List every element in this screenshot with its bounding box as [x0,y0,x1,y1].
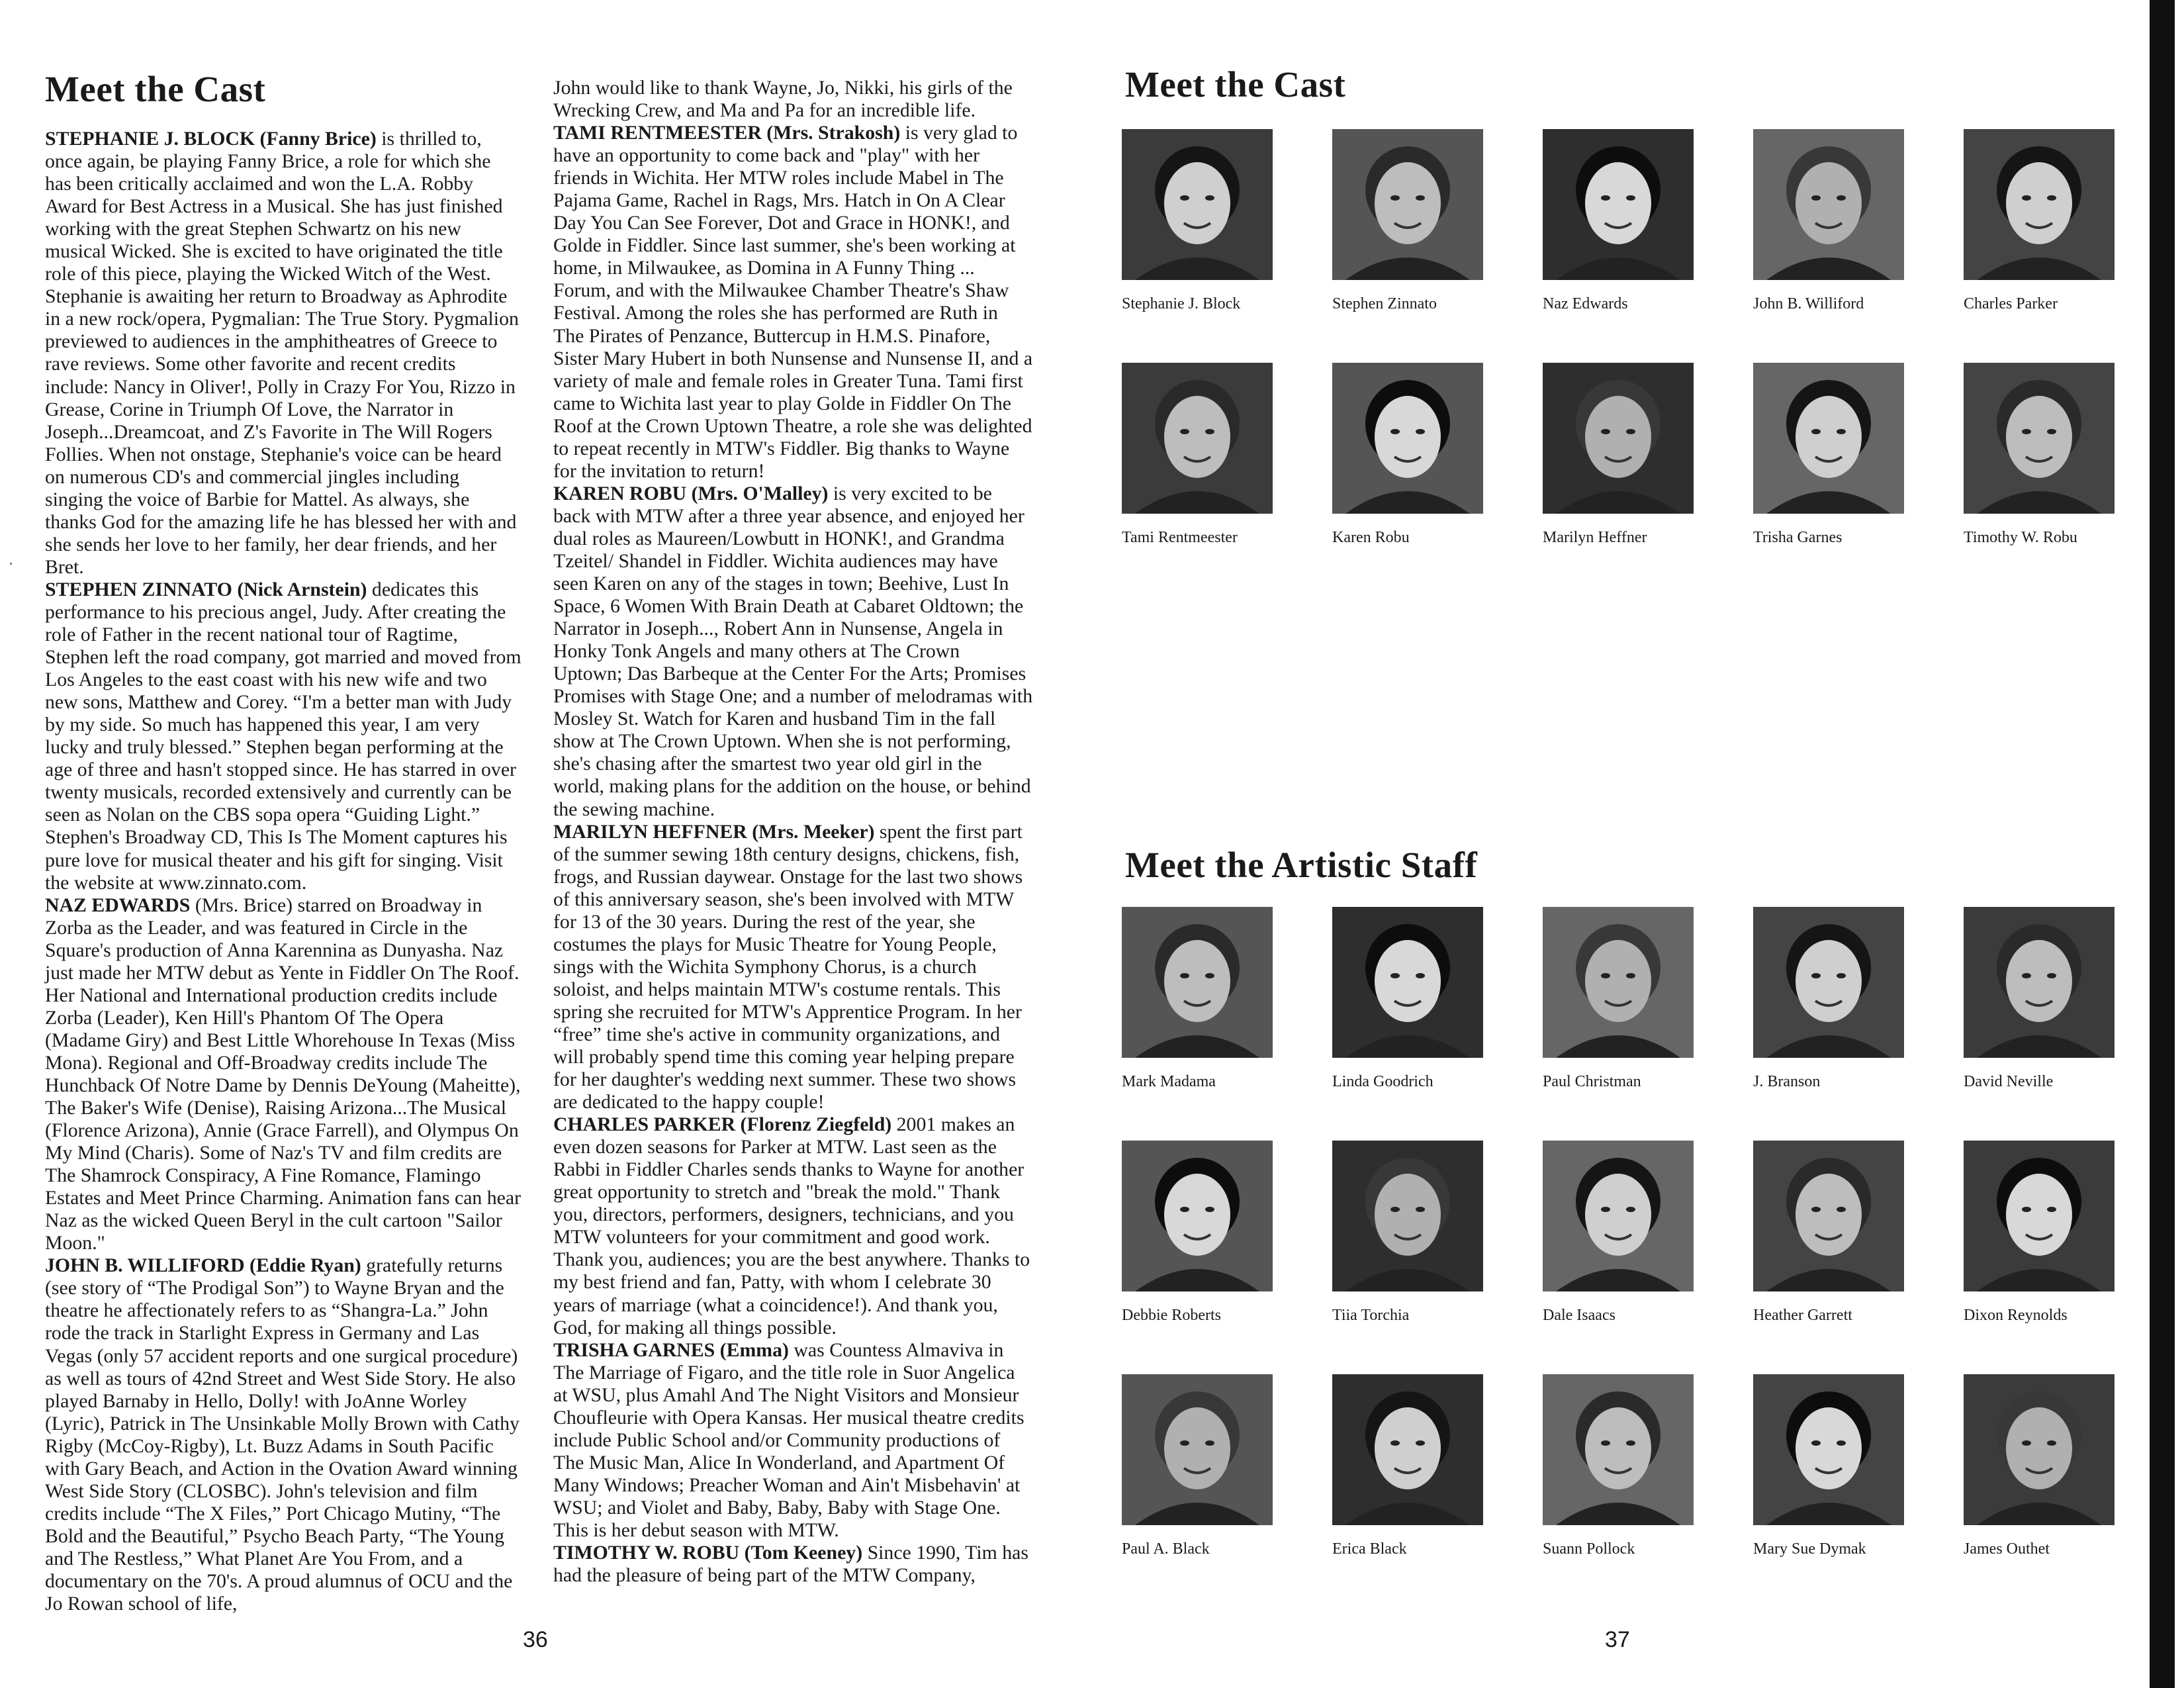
portrait-photo [1543,1141,1694,1291]
portrait-card [1122,363,1286,547]
bio-column-2 [553,77,1033,1587]
portrait-card [1543,363,1707,547]
portrait-caption: Erica Black [1332,1540,1407,1558]
bio-text: 2001 makes an even dozen seasons for Parker at MTW. Last seen as the Rabbi in Fiddler Charles sends thanks to Wayne for another great opportunity to stretch and "break the mold." Thank you, directors, performers, designers, technicians, and you MTW volunteers for your commitment and good work. Thank you, audiences; you are the best anywhere. Thanks to my best friend and fan, Patty, with whom I celebrate 30 years of marriage (what a coincidence!). And thank you, God, for making all things possible. [553,1113,1030,1338]
bio-list [45,128,522,1615]
portrait-photo [1332,1141,1483,1291]
bio-name: TRISHA GARNES (Emma) [553,1338,789,1361]
portrait-card [1122,1374,1286,1558]
portrait-caption: David Neville [1964,1073,2054,1090]
bio-list [553,77,1033,1587]
portrait-card [1753,1374,1917,1558]
portrait-photo [1753,129,1904,280]
portrait-photo [1122,129,1273,280]
portrait-caption: Paul A. Black [1122,1540,1210,1558]
bio-paragraph [553,1542,1033,1587]
portrait-photo [1964,1141,2115,1291]
portrait-photo [1753,907,1904,1058]
portrait-caption: Dale Isaacs [1543,1307,1615,1324]
portrait-photo [1122,1141,1273,1291]
portrait-card [1964,1374,2128,1558]
bio-text: gratefully returns (see story of “The Prodigal Son”) to Wayne Bryan and the theatre he affectionately refers to as “Shangra-La.” John rode the track in Starlight Express in Germany and Las Vegas (only 57 accident reports and one surgical procedure) as well as tours of 42nd Street and West Side Story. He also played Barnaby in Hello, Dolly! with JoAnne Worley (Lyric), Patrick in The Unsinkable Molly Brown with Cathy Rigby (McCoy-Rigby), Lt. Buzz Adams in South Pacific with Gary Beach, and Action in the Ovation Award winning West Side Story (CLOSBC). John's television and film credits include “The X Files,” Port Chicago Mutiny, “The Bold and the Beautiful,” Psycho Beach Party, “The Young and The Restless,” What Planet Are You From, and a documentary on the 70's. A proud alumnus of OCU and the Jo Rowan school of life, [45,1254,520,1615]
portrait-card [1753,129,1917,313]
portrait-caption: Mark Madama [1122,1073,1216,1090]
bio-paragraph [45,128,522,579]
portrait-caption: Stephen Zinnato [1332,295,1437,312]
staff-section-title: Meet the Artistic Staff [1125,845,1478,885]
portrait-photo [1964,907,2115,1058]
bio-name: STEPHANIE J. BLOCK (Fanny Brice) [45,128,377,150]
bio-name: CHARLES PARKER (Florenz Ziegfeld) [553,1113,892,1136]
portrait-photo [1753,363,1904,514]
bio-text: is thrilled to, once again, be playing Fanny Brice, a role for which she has been critically acclaimed and won the L.A. Robby Award for Best Actress in a Musical. She has just finished working with the great Stephen Schwartz on his new musical Wicked. She is excited to have originated the title role of this piece, playing the Wicked Witch of the West. Stephanie is awaiting her return to Broadway as Aphrodite in a new rock/opera, Pygmalian: The True Story. Pygmalion previewed to audiences in the amphitheatres of Greece to rave reviews. Some other favorite and recent credits include: Nancy in Oliver!, Polly in Crazy For You, Rizzo in Grease, Corine in Triumph Of Love, the Narrator in Joseph...Dreamcoat, and Z's Favorite in The Will Rogers Follies. When not onstage, Stephanie's voice can be heard on numerous CD's and commercial jingles including singing the voice of Barbie for Mattel. As always, she thanks God for the amazing life he has blessed her with and she sends her love to her family, her dear friends, and her Bret. [45,128,519,578]
left-page [0,0,1085,1688]
bio-text: is very glad to have an opportunity to come back and "play" with her friends in Wichita. Her MTW roles include Mabel in The Pajama Game, Rachel in Rags, Mrs. Hatch in On A Clear Day You Can See Forever, Dot and Grace in HONK!, and Golde in Fiddler. Since last summer, she's been working at home, in Milwaukee, as Domina in A Funny Thing ... Forum, and with the Milwaukee Chamber Theatre's Shaw Festival. Among the roles she has performed are Ruth in The Pirates of Penzance, Buttercup in H.M.S. Pinafore, Sister Mary Hubert in both Nunsense and Nunsense II, and a variety of male and female roles in Greater Tuna. Tami first came to Wichita last year to play Golde in Fiddler On The Roof at the Crown Uptown Theatre, a role she was delighted to repeat recently in MTW's Fiddler. Big thanks to Wayne for the invitation to return! [553,122,1033,482]
portrait-photo [1332,907,1483,1058]
bio-paragraph [553,122,1033,483]
bio-paragraph [553,1339,1033,1542]
portrait-photo [1122,907,1273,1058]
portrait-card [1753,1141,1917,1325]
bio-paragraph [45,579,522,894]
bio-text: is very excited to be back with MTW after a three year absence, and enjoyed her dual roles as Maureen/Lowbutt in HONK!, and Grandma Tzeitel/ Shandel in Fiddler. Wichita audiences may have seen Karen on any of the stages in town; Beehive, Lust In Space, 6 Women With Brain Death at Cabaret Oldtown; the Narrator in Joseph..., Robert Ann in Nunsense, Angela in Honky Tonk Angels and many others at The Crown Uptown; Das Barbeque at the Center For the Arts; Promises Promises with Stage One; and a number of melodramas with Mosley St. Watch for Karen and husband Tim in the fall show at The Crown Uptown. When she is not performing, she's chasing after the smartest two year old girl in the world, making plans for the addition on the house, or behind the sewing machine. [553,482,1033,820]
bio-text: was Countess Almaviva in The Marriage of Figaro, and the title role in Suor Angelica at WSU, plus Amahl And The Night Visitors and Monsieur Choufleurie with Opera Kansas. Her musical theatre credits include Public School and/or Community productions of The Music Man, Alice In Wonderland, and Apartment Of Many Windows; Preacher Woman and Ain't Misbehavin' at WSU; and Violet and Baby, Baby, Baby with Stage One. This is her debut season with MTW. [553,1338,1024,1541]
portrait-photo [1543,363,1694,514]
bio-name: KAREN ROBU (Mrs. O'Malley) [553,482,829,504]
portrait-card [1543,1141,1707,1325]
portrait-caption: J. Branson [1753,1073,1821,1090]
bio-text: spent the first part of the summer sewing 18th century designs, chickens, fish, frogs, and Russian daywear. Onstage for the last two shows of this anniversary season, she's been involved with MTW for 13 of the 30 years. During the rest of the year, she costumes the plays for Music Theatre for Young People, sings with the Wichita Symphony Chorus, is a church soloist, and helps maintain MTW's costume rentals. This spring she recruited for MTW's Apprentice Program. In her “free” time she's active in community organizations, and will probably spend time this coming year helping prepare for her daughter's wedding next summer. These two shows are dedicated to the happy couple! [553,820,1023,1113]
bio-paragraph [45,894,522,1255]
portrait-photo [1122,1374,1273,1525]
bio-text: Since 1990, Tim has had the pleasure of being part of the MTW Company, [553,1542,1028,1587]
bio-name: JOHN B. WILLIFORD (Eddie Ryan) [45,1254,361,1277]
portrait-caption: Debbie Roberts [1122,1307,1221,1324]
portrait-photo [1543,129,1694,280]
bio-paragraph [553,77,1033,122]
portrait-caption: Paul Christman [1543,1073,1641,1090]
portrait-card [1543,1374,1707,1558]
portrait-card [1122,129,1286,313]
portrait-photo [1332,363,1483,514]
cast-section-title: Meet the Cast [1125,64,1346,105]
portrait-photo [1753,1374,1904,1525]
portrait-caption: James Outhet [1964,1540,2050,1558]
portrait-caption: Linda Goodrich [1332,1073,1433,1090]
portrait-card [1332,363,1496,547]
bio-paragraph [553,1113,1033,1338]
bio-name: STEPHEN ZINNATO (Nick Arnstein) [45,578,367,600]
bio-name: TAMI RENTMEESTER (Mrs. Strakosh) [553,122,901,144]
portrait-card [1332,1141,1496,1325]
portrait-card [1964,1141,2128,1325]
portrait-card [1964,129,2128,313]
right-page [1085,0,2184,1688]
bio-name: TIMOTHY W. ROBU (Tom Keeney) [553,1542,863,1564]
portrait-caption: Stephanie J. Block [1122,295,1241,312]
portrait-card [1122,907,1286,1091]
bio-name: NAZ EDWARDS [45,894,191,916]
portrait-card [1543,129,1707,313]
bio-paragraph [553,483,1033,821]
portrait-photo [1543,1374,1694,1525]
portrait-photo [1122,363,1273,514]
portrait-caption: Trisha Garnes [1753,529,1843,546]
portrait-photo [1332,1374,1483,1525]
bio-text: dedicates this performance to his precious angel, Judy. After creating the role of Father in the recent national tour of Ragtime, Stephen left the road company, got married and moved from Los Angeles to the east coast with his new wife and two new sons, Matthew and Corey. “I'm a better man with Judy by my side. So much has happened this year, I am very lucky and truly blessed.” Stephen began performing at the age of three and hasn't stopped since. He has starred in over twenty musicals, recorded extensively and currently can be seen as Nolan on the CBS sopa opera “Guiding Light.” Stephen's Broadway CD, This Is The Moment captures his pure love for musical theater and his gift for singing. Visit the website at www.zinnato.com. [45,578,522,894]
portrait-caption: Karen Robu [1332,529,1410,546]
portrait-caption: Tiia Torchia [1332,1307,1410,1324]
portrait-photo [1964,363,2115,514]
bio-paragraph [553,821,1033,1114]
bio-text: (Mrs. Brice) starred on Broadway in Zorba as the Leader, and was featured in Circle in the Square's production of Anna Karennina as Dunyasha. Naz just made her MTW debut as Yente in Fiddler On The Roof. Her National and International production credits include Zorba (Leader), Ken Hill's Phantom Of The Opera (Madame Giry) and Best Little Whorehouse In Texas (Miss Mona). Regional and Off-Broadway credits include The Hunchback Of Notre Dame by Dennis DeYoung (Maheitte), The Baker's Wife (Denise), Raising Arizona...The Musical (Florence Arizona), Annie (Grace Farrell), and Olympus On My Mind (Charis). Some of Naz's TV and film credits are The Shamrock Conspiracy, A Fine Romance, Flamingo Estates and Meet Prince Charming. Animation fans can hear Naz as the wicked Queen Beryl in the cult cartoon "Sailor Moon." [45,894,522,1254]
portrait-caption: Mary Sue Dymak [1753,1540,1866,1558]
portrait-caption: Naz Edwards [1543,295,1628,312]
page-number: 36 [523,1627,548,1652]
portrait-caption: Heather Garrett [1753,1307,1852,1324]
bio-name: MARILYN HEFFNER (Mrs. Meeker) [553,820,875,843]
portrait-photo [1753,1141,1904,1291]
portrait-card [1332,129,1496,313]
page-title: Meet the Cast [45,69,266,109]
portrait-caption: Charles Parker [1964,295,2058,312]
portrait-caption: Suann Pollock [1543,1540,1635,1558]
portrait-caption: John B. Williford [1753,295,1864,312]
portrait-caption: Timothy W. Robu [1964,529,2077,546]
portrait-card [1543,907,1707,1091]
bio-column-1 [45,70,522,1615]
page-number: 37 [1605,1627,1630,1652]
binding-edge [2150,0,2175,1688]
portrait-caption: Marilyn Heffner [1543,529,1647,546]
bio-paragraph [45,1254,522,1615]
portrait-card [1753,363,1917,547]
portrait-photo [1543,907,1694,1058]
portrait-card [1753,907,1917,1091]
portrait-photo [1964,129,2115,280]
portrait-caption: Dixon Reynolds [1964,1307,2068,1324]
scan-speck [10,563,12,565]
portrait-card [1122,1141,1286,1325]
portrait-photo [1964,1374,2115,1525]
portrait-card [1964,907,2128,1091]
portrait-caption: Tami Rentmeester [1122,529,1238,546]
bio-text: John would like to thank Wayne, Jo, Nikki, his girls of the Wrecking Crew, and Ma and Pa for an incredible life. [553,77,1013,122]
portrait-card [1332,907,1496,1091]
portrait-photo [1332,129,1483,280]
portrait-card [1964,363,2128,547]
portrait-card [1332,1374,1496,1558]
